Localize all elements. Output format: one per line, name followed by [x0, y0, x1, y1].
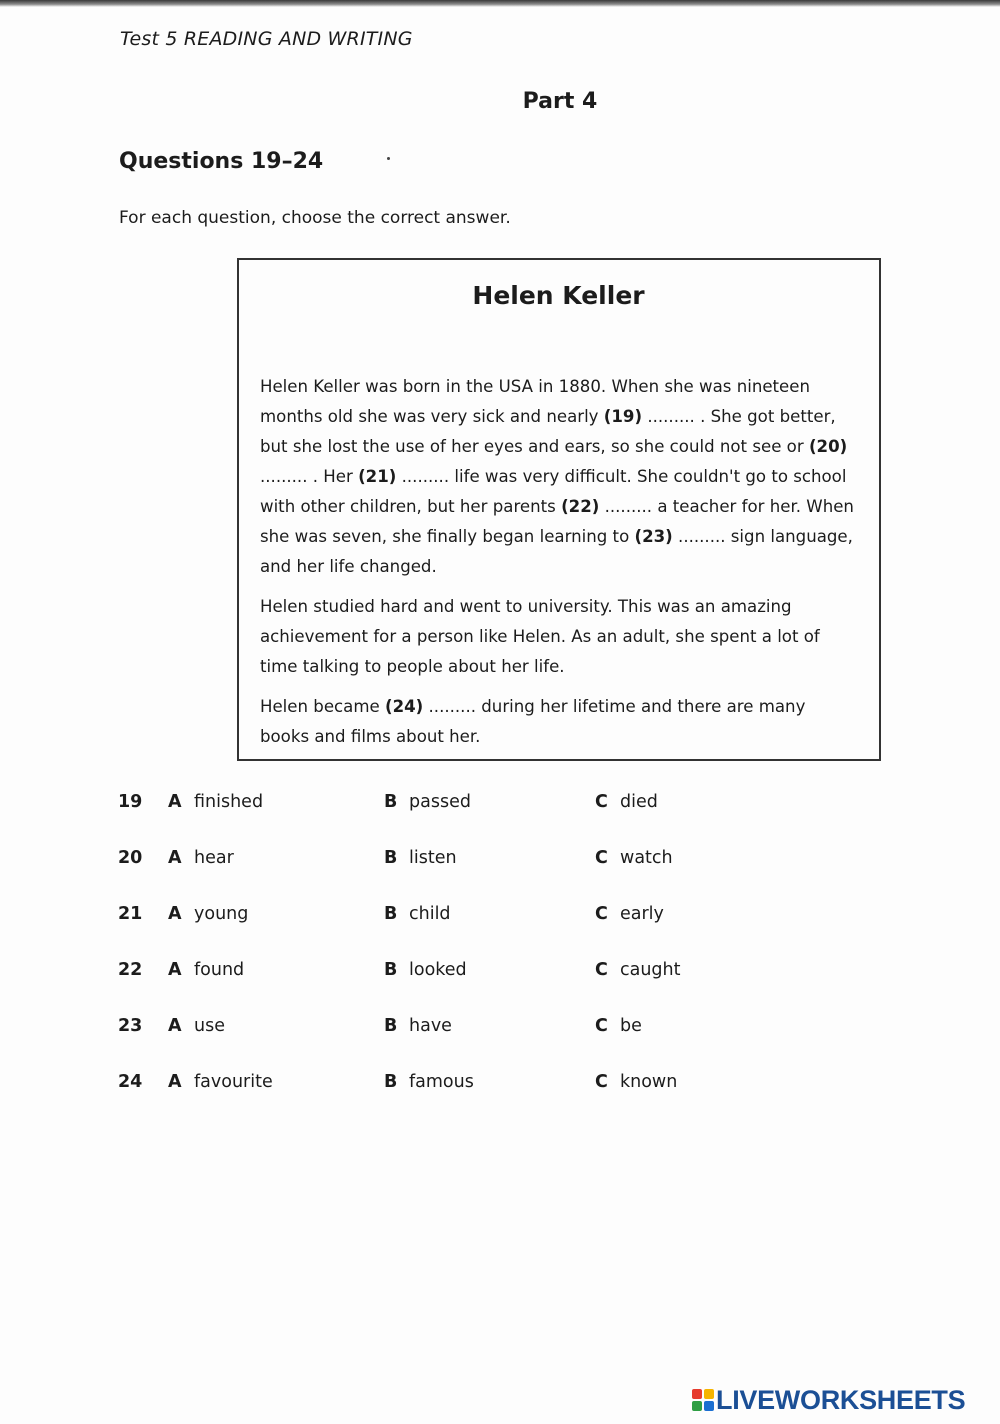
option-letter-b: B	[384, 848, 398, 868]
option-letter-a: A	[168, 848, 182, 868]
option-b[interactable]: famous	[409, 1072, 474, 1092]
gap-23: (23)	[634, 527, 673, 546]
option-letter-c: C	[595, 1016, 608, 1036]
gap-21: (21)	[358, 467, 397, 486]
option-b[interactable]: child	[409, 904, 451, 924]
question-number: 22	[118, 960, 143, 980]
test-header: Test 5 READING AND WRITING	[120, 28, 413, 50]
question-row-23	[0, 1011, 1000, 1041]
logo-text: LIVEWORKSHEETS	[716, 1384, 966, 1415]
option-letter-b: B	[384, 960, 398, 980]
option-c[interactable]: watch	[620, 848, 673, 868]
part-title: Part 4	[522, 89, 598, 114]
option-a[interactable]: finished	[194, 792, 264, 812]
option-letter-a: A	[168, 1016, 182, 1036]
option-c[interactable]: died	[620, 792, 658, 812]
instruction-text: For each question, choose the correct answer.	[119, 208, 511, 228]
option-letter-a: A	[168, 792, 182, 812]
question-number: 19	[118, 792, 143, 812]
option-letter-c: C	[595, 904, 608, 924]
passage-paragraph-3: Helen became (24) ......... during her lifetime and there are many books and films about her.	[260, 697, 806, 746]
option-letter-c: C	[595, 848, 608, 868]
question-number: 20	[118, 848, 143, 868]
option-letter-c: C	[595, 792, 608, 812]
passage-paragraph-1: Helen Keller was born in the USA in 1880. When she was nineteen months old she was very sick and nearly (19) ......... . She got better, but she lost the use of her eyes and ears, so she could not see or (20) ......... . Her (21) ......... life was very difficult. She couldn't go to school with other children, but her parents (22) ......... a teacher for her. When she was seven, she finally began learning to (23) ......... sign language, and her life changed.	[260, 377, 854, 576]
questions-title: Questions 19–24	[119, 149, 324, 174]
option-letter-a: A	[168, 960, 182, 980]
passage-title: Helen Keller	[472, 281, 645, 310]
question-number: 23	[118, 1016, 143, 1036]
option-letter-c: C	[595, 960, 608, 980]
option-c[interactable]: caught	[620, 960, 681, 980]
question-row-20	[0, 843, 1000, 873]
option-b[interactable]: have	[409, 1016, 452, 1036]
scan-dot	[387, 157, 390, 160]
question-row-22	[0, 955, 1000, 985]
question-row-21	[0, 899, 1000, 929]
option-a[interactable]: young	[194, 904, 249, 924]
gap-22: (22)	[561, 497, 600, 516]
logo-mark-icon	[692, 1389, 714, 1411]
option-c[interactable]: known	[620, 1072, 678, 1092]
option-b[interactable]: passed	[409, 792, 471, 812]
question-row-24	[0, 1067, 1000, 1097]
option-c[interactable]: be	[620, 1016, 642, 1036]
option-a[interactable]: favourite	[194, 1072, 273, 1092]
gap-20: (20)	[808, 437, 848, 456]
option-letter-a: A	[168, 1072, 182, 1092]
option-a[interactable]: hear	[194, 848, 234, 868]
question-row-19	[0, 787, 1000, 817]
passage-box	[237, 258, 881, 761]
gap-24: (24)	[384, 697, 424, 716]
option-letter-b: B	[384, 1016, 398, 1036]
page-top-edge	[0, 0, 1000, 7]
option-letter-a: A	[168, 904, 182, 924]
option-b[interactable]: listen	[409, 848, 457, 868]
option-a[interactable]: use	[194, 1016, 225, 1036]
liveworksheets-logo	[692, 1385, 965, 1415]
passage-paragraph-2: Helen studied hard and went to university. This was an amazing achievement for a person like Helen. As an adult, she spent a lot of time talking to people about her life.	[260, 597, 820, 676]
option-c[interactable]: early	[620, 904, 664, 924]
option-letter-c: C	[595, 1072, 608, 1092]
option-letter-b: B	[384, 792, 398, 812]
option-a[interactable]: found	[194, 960, 245, 980]
question-number: 21	[118, 904, 143, 924]
question-number: 24	[118, 1072, 143, 1092]
option-letter-b: B	[384, 1072, 398, 1092]
option-b[interactable]: looked	[409, 960, 467, 980]
gap-19: (19)	[603, 407, 643, 426]
option-letter-b: B	[384, 904, 398, 924]
